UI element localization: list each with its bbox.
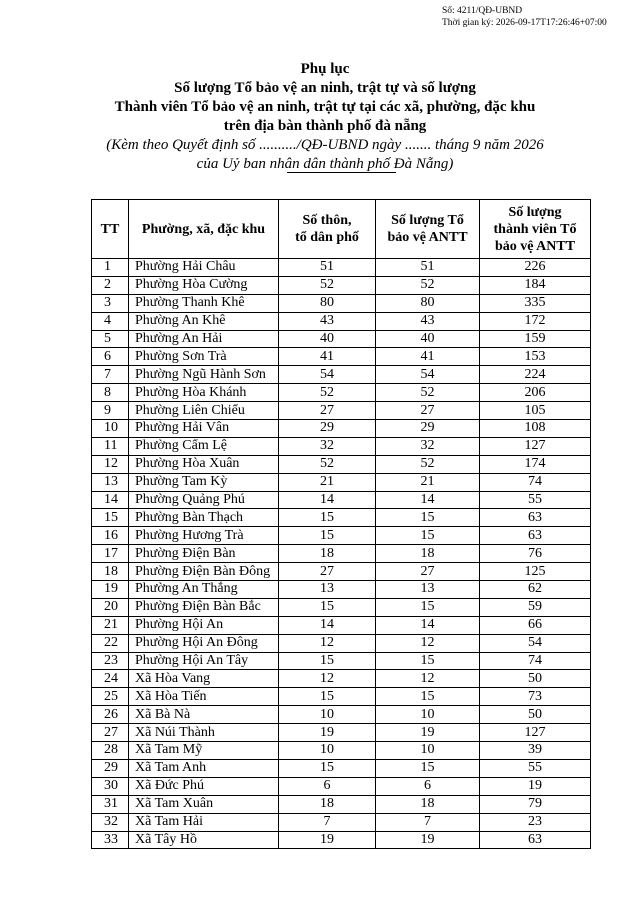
row-members: 153 [480, 348, 591, 366]
row-groups: 19 [376, 724, 480, 742]
row-members: 108 [480, 420, 591, 438]
row-number: 1 [92, 259, 129, 277]
row-name: Phường Ngũ Hành Sơn [129, 366, 279, 384]
row-name: Xã Tam Xuân [129, 795, 279, 813]
row-groups: 80 [376, 294, 480, 312]
row-villages: 15 [279, 652, 376, 670]
row-villages: 19 [279, 831, 376, 849]
row-villages: 7 [279, 813, 376, 831]
row-members: 79 [480, 795, 591, 813]
row-villages: 27 [279, 563, 376, 581]
issuing-authority: của Uỷ ban nhân dân thành phố Đà Nẵng) [196, 156, 454, 172]
row-name: Phường Thanh Khê [129, 294, 279, 312]
row-members: 73 [480, 688, 591, 706]
row-number: 4 [92, 312, 129, 330]
row-villages: 51 [279, 259, 376, 277]
row-villages: 15 [279, 759, 376, 777]
row-members: 174 [480, 455, 591, 473]
table-row [92, 294, 591, 312]
table-row [92, 437, 591, 455]
row-number: 14 [92, 491, 129, 509]
table-row [92, 813, 591, 831]
row-number: 20 [92, 598, 129, 616]
row-groups: 14 [376, 491, 480, 509]
row-number: 10 [92, 420, 129, 438]
row-number: 3 [92, 294, 129, 312]
table-row [92, 795, 591, 813]
row-groups: 15 [376, 509, 480, 527]
row-number: 2 [92, 276, 129, 294]
row-number: 8 [92, 384, 129, 402]
table-row [92, 742, 591, 760]
table-row [92, 366, 591, 384]
row-villages: 6 [279, 777, 376, 795]
table-row [92, 276, 591, 294]
table-row [92, 652, 591, 670]
table-row [92, 402, 591, 420]
row-villages: 15 [279, 598, 376, 616]
row-number: 15 [92, 509, 129, 527]
row-number: 13 [92, 473, 129, 491]
row-members: 76 [480, 545, 591, 563]
row-number: 21 [92, 616, 129, 634]
row-villages: 12 [279, 670, 376, 688]
row-number: 6 [92, 348, 129, 366]
table-row [92, 616, 591, 634]
row-name: Phường Cẩm Lệ [129, 437, 279, 455]
row-name: Phường An Khê [129, 312, 279, 330]
row-villages: 52 [279, 276, 376, 294]
row-number: 27 [92, 724, 129, 742]
appendix-title: Phụ lục [300, 61, 350, 77]
table-row [92, 455, 591, 473]
row-name: Phường Hải Châu [129, 259, 279, 277]
row-name: Phường Điện Bàn [129, 545, 279, 563]
row-name: Phường Hội An Tây [129, 652, 279, 670]
row-members: 50 [480, 670, 591, 688]
row-groups: 29 [376, 420, 480, 438]
row-members: 172 [480, 312, 591, 330]
table-row [92, 527, 591, 545]
heading-line-3: trên địa bàn thành phố đà nẵng [223, 118, 427, 134]
document-number: Số: 4211/QĐ-UBND [442, 6, 523, 16]
table-row [92, 581, 591, 599]
row-name: Xã Hòa Vang [129, 670, 279, 688]
table-row [92, 491, 591, 509]
row-villages: 10 [279, 742, 376, 760]
row-members: 62 [480, 581, 591, 599]
table-row [92, 259, 591, 277]
row-groups: 15 [376, 598, 480, 616]
row-members: 335 [480, 294, 591, 312]
row-number: 11 [92, 437, 129, 455]
row-villages: 41 [279, 348, 376, 366]
row-members: 159 [480, 330, 591, 348]
row-villages: 12 [279, 634, 376, 652]
row-number: 28 [92, 742, 129, 760]
row-groups: 15 [376, 688, 480, 706]
row-number: 25 [92, 688, 129, 706]
row-name: Phường Hòa Xuân [129, 455, 279, 473]
row-groups: 18 [376, 795, 480, 813]
table-row [92, 473, 591, 491]
row-name: Xã Bà Nà [129, 706, 279, 724]
row-number: 29 [92, 759, 129, 777]
row-groups: 19 [376, 831, 480, 849]
row-name: Xã Tam Hải [129, 813, 279, 831]
row-members: 125 [480, 563, 591, 581]
row-villages: 19 [279, 724, 376, 742]
row-villages: 18 [279, 545, 376, 563]
row-villages: 14 [279, 491, 376, 509]
signature-stamp [442, 5, 607, 29]
table-row [92, 545, 591, 563]
row-name: Phường Hội An [129, 616, 279, 634]
table-row [92, 312, 591, 330]
row-groups: 10 [376, 706, 480, 724]
row-villages: 15 [279, 527, 376, 545]
table-row [92, 384, 591, 402]
row-groups: 10 [376, 742, 480, 760]
row-villages: 14 [279, 616, 376, 634]
row-groups: 12 [376, 670, 480, 688]
row-members: 63 [480, 509, 591, 527]
row-number: 18 [92, 563, 129, 581]
row-groups: 52 [376, 384, 480, 402]
row-villages: 21 [279, 473, 376, 491]
table-row [92, 330, 591, 348]
row-members: 184 [480, 276, 591, 294]
row-members: 59 [480, 598, 591, 616]
row-groups: 13 [376, 581, 480, 599]
appendix-heading [60, 60, 590, 174]
row-number: 19 [92, 581, 129, 599]
row-groups: 12 [376, 634, 480, 652]
row-groups: 32 [376, 437, 480, 455]
row-name: Phường Hòa Cường [129, 276, 279, 294]
row-name: Phường Hải Vân [129, 420, 279, 438]
row-groups: 15 [376, 652, 480, 670]
row-groups: 15 [376, 759, 480, 777]
row-members: 105 [480, 402, 591, 420]
row-villages: 32 [279, 437, 376, 455]
decision-reference: (Kèm theo Quyết định số ........../QĐ-UBND ngày ....... tháng 9 năm 2026 [106, 137, 544, 153]
row-members: 39 [480, 742, 591, 760]
row-number: 22 [92, 634, 129, 652]
row-name: Phường Hương Trà [129, 527, 279, 545]
table-row [92, 759, 591, 777]
row-groups: 52 [376, 276, 480, 294]
row-name: Phường An Thắng [129, 581, 279, 599]
row-villages: 18 [279, 795, 376, 813]
row-number: 5 [92, 330, 129, 348]
row-name: Xã Tam Anh [129, 759, 279, 777]
row-members: 55 [480, 491, 591, 509]
table-row [92, 634, 591, 652]
row-groups: 6 [376, 777, 480, 795]
row-villages: 13 [279, 581, 376, 599]
row-name: Phường An Hải [129, 330, 279, 348]
row-members: 66 [480, 616, 591, 634]
row-number: 31 [92, 795, 129, 813]
row-name: Phường Hòa Khánh [129, 384, 279, 402]
table-row [92, 724, 591, 742]
row-members: 63 [480, 527, 591, 545]
row-name: Phường Hội An Đông [129, 634, 279, 652]
row-villages: 10 [279, 706, 376, 724]
row-groups: 18 [376, 545, 480, 563]
row-number: 32 [92, 813, 129, 831]
row-groups: 27 [376, 563, 480, 581]
table-row [92, 777, 591, 795]
row-name: Phường Điện Bàn Bắc [129, 598, 279, 616]
row-villages: 52 [279, 384, 376, 402]
row-groups: 14 [376, 616, 480, 634]
row-name: Phường Điện Bàn Đông [129, 563, 279, 581]
row-number: 16 [92, 527, 129, 545]
row-name: Phường Liên Chiểu [129, 402, 279, 420]
table-row [92, 706, 591, 724]
row-name: Xã Đức Phú [129, 777, 279, 795]
row-name: Xã Núi Thành [129, 724, 279, 742]
row-number: 12 [92, 455, 129, 473]
heading-line-2: Thành viên Tổ bảo vệ an ninh, trật tự tại các xã, phường, đặc khu [114, 99, 536, 115]
header-tt: TT [92, 200, 129, 259]
row-groups: 7 [376, 813, 480, 831]
row-members: 226 [480, 259, 591, 277]
row-number: 23 [92, 652, 129, 670]
row-number: 30 [92, 777, 129, 795]
row-members: 206 [480, 384, 591, 402]
row-number: 26 [92, 706, 129, 724]
table-row [92, 563, 591, 581]
row-members: 74 [480, 473, 591, 491]
row-members: 23 [480, 813, 591, 831]
row-number: 7 [92, 366, 129, 384]
row-groups: 43 [376, 312, 480, 330]
heading-line-1: Số lượng Tổ bảo vệ an ninh, trật tự và số lượng [174, 80, 476, 96]
row-groups: 40 [376, 330, 480, 348]
row-name: Xã Tây Hồ [129, 831, 279, 849]
row-groups: 21 [376, 473, 480, 491]
row-members: 74 [480, 652, 591, 670]
table-row [92, 598, 591, 616]
table-row [92, 509, 591, 527]
row-members: 224 [480, 366, 591, 384]
table-row [92, 348, 591, 366]
table-row [92, 831, 591, 849]
header-members: Số lượng thành viên Tổ bảo vệ ANTT [480, 200, 591, 259]
row-number: 9 [92, 402, 129, 420]
row-villages: 27 [279, 402, 376, 420]
table-row [92, 670, 591, 688]
row-groups: 51 [376, 259, 480, 277]
row-groups: 27 [376, 402, 480, 420]
row-villages: 80 [279, 294, 376, 312]
row-members: 55 [480, 759, 591, 777]
row-number: 24 [92, 670, 129, 688]
table-row [92, 688, 591, 706]
row-name: Phường Quảng Phú [129, 491, 279, 509]
row-groups: 41 [376, 348, 480, 366]
row-name: Xã Hòa Tiến [129, 688, 279, 706]
row-members: 54 [480, 634, 591, 652]
row-villages: 29 [279, 420, 376, 438]
signing-time: Thời gian ký: 2026-09-17T17:26:46+07:00 [442, 18, 607, 28]
row-villages: 54 [279, 366, 376, 384]
statistics-table [91, 199, 591, 849]
row-name: Phường Sơn Trà [129, 348, 279, 366]
row-members: 63 [480, 831, 591, 849]
table-header-row [92, 200, 591, 259]
row-groups: 15 [376, 527, 480, 545]
row-name: Xã Tam Mỹ [129, 742, 279, 760]
row-number: 17 [92, 545, 129, 563]
row-villages: 15 [279, 688, 376, 706]
row-name: Phường Tam Kỳ [129, 473, 279, 491]
header-villages: Số thôn, tổ dân phố [279, 200, 376, 259]
row-number: 33 [92, 831, 129, 849]
heading-underline [287, 172, 396, 173]
row-members: 127 [480, 437, 591, 455]
row-villages: 40 [279, 330, 376, 348]
row-members: 127 [480, 724, 591, 742]
table-row [92, 420, 591, 438]
row-villages: 15 [279, 509, 376, 527]
header-name: Phường, xã, đặc khu [129, 200, 279, 259]
row-groups: 54 [376, 366, 480, 384]
row-members: 50 [480, 706, 591, 724]
row-villages: 52 [279, 455, 376, 473]
row-members: 19 [480, 777, 591, 795]
row-groups: 52 [376, 455, 480, 473]
header-groups: Số lượng Tổ bảo vệ ANTT [376, 200, 480, 259]
row-name: Phường Bàn Thạch [129, 509, 279, 527]
row-villages: 43 [279, 312, 376, 330]
